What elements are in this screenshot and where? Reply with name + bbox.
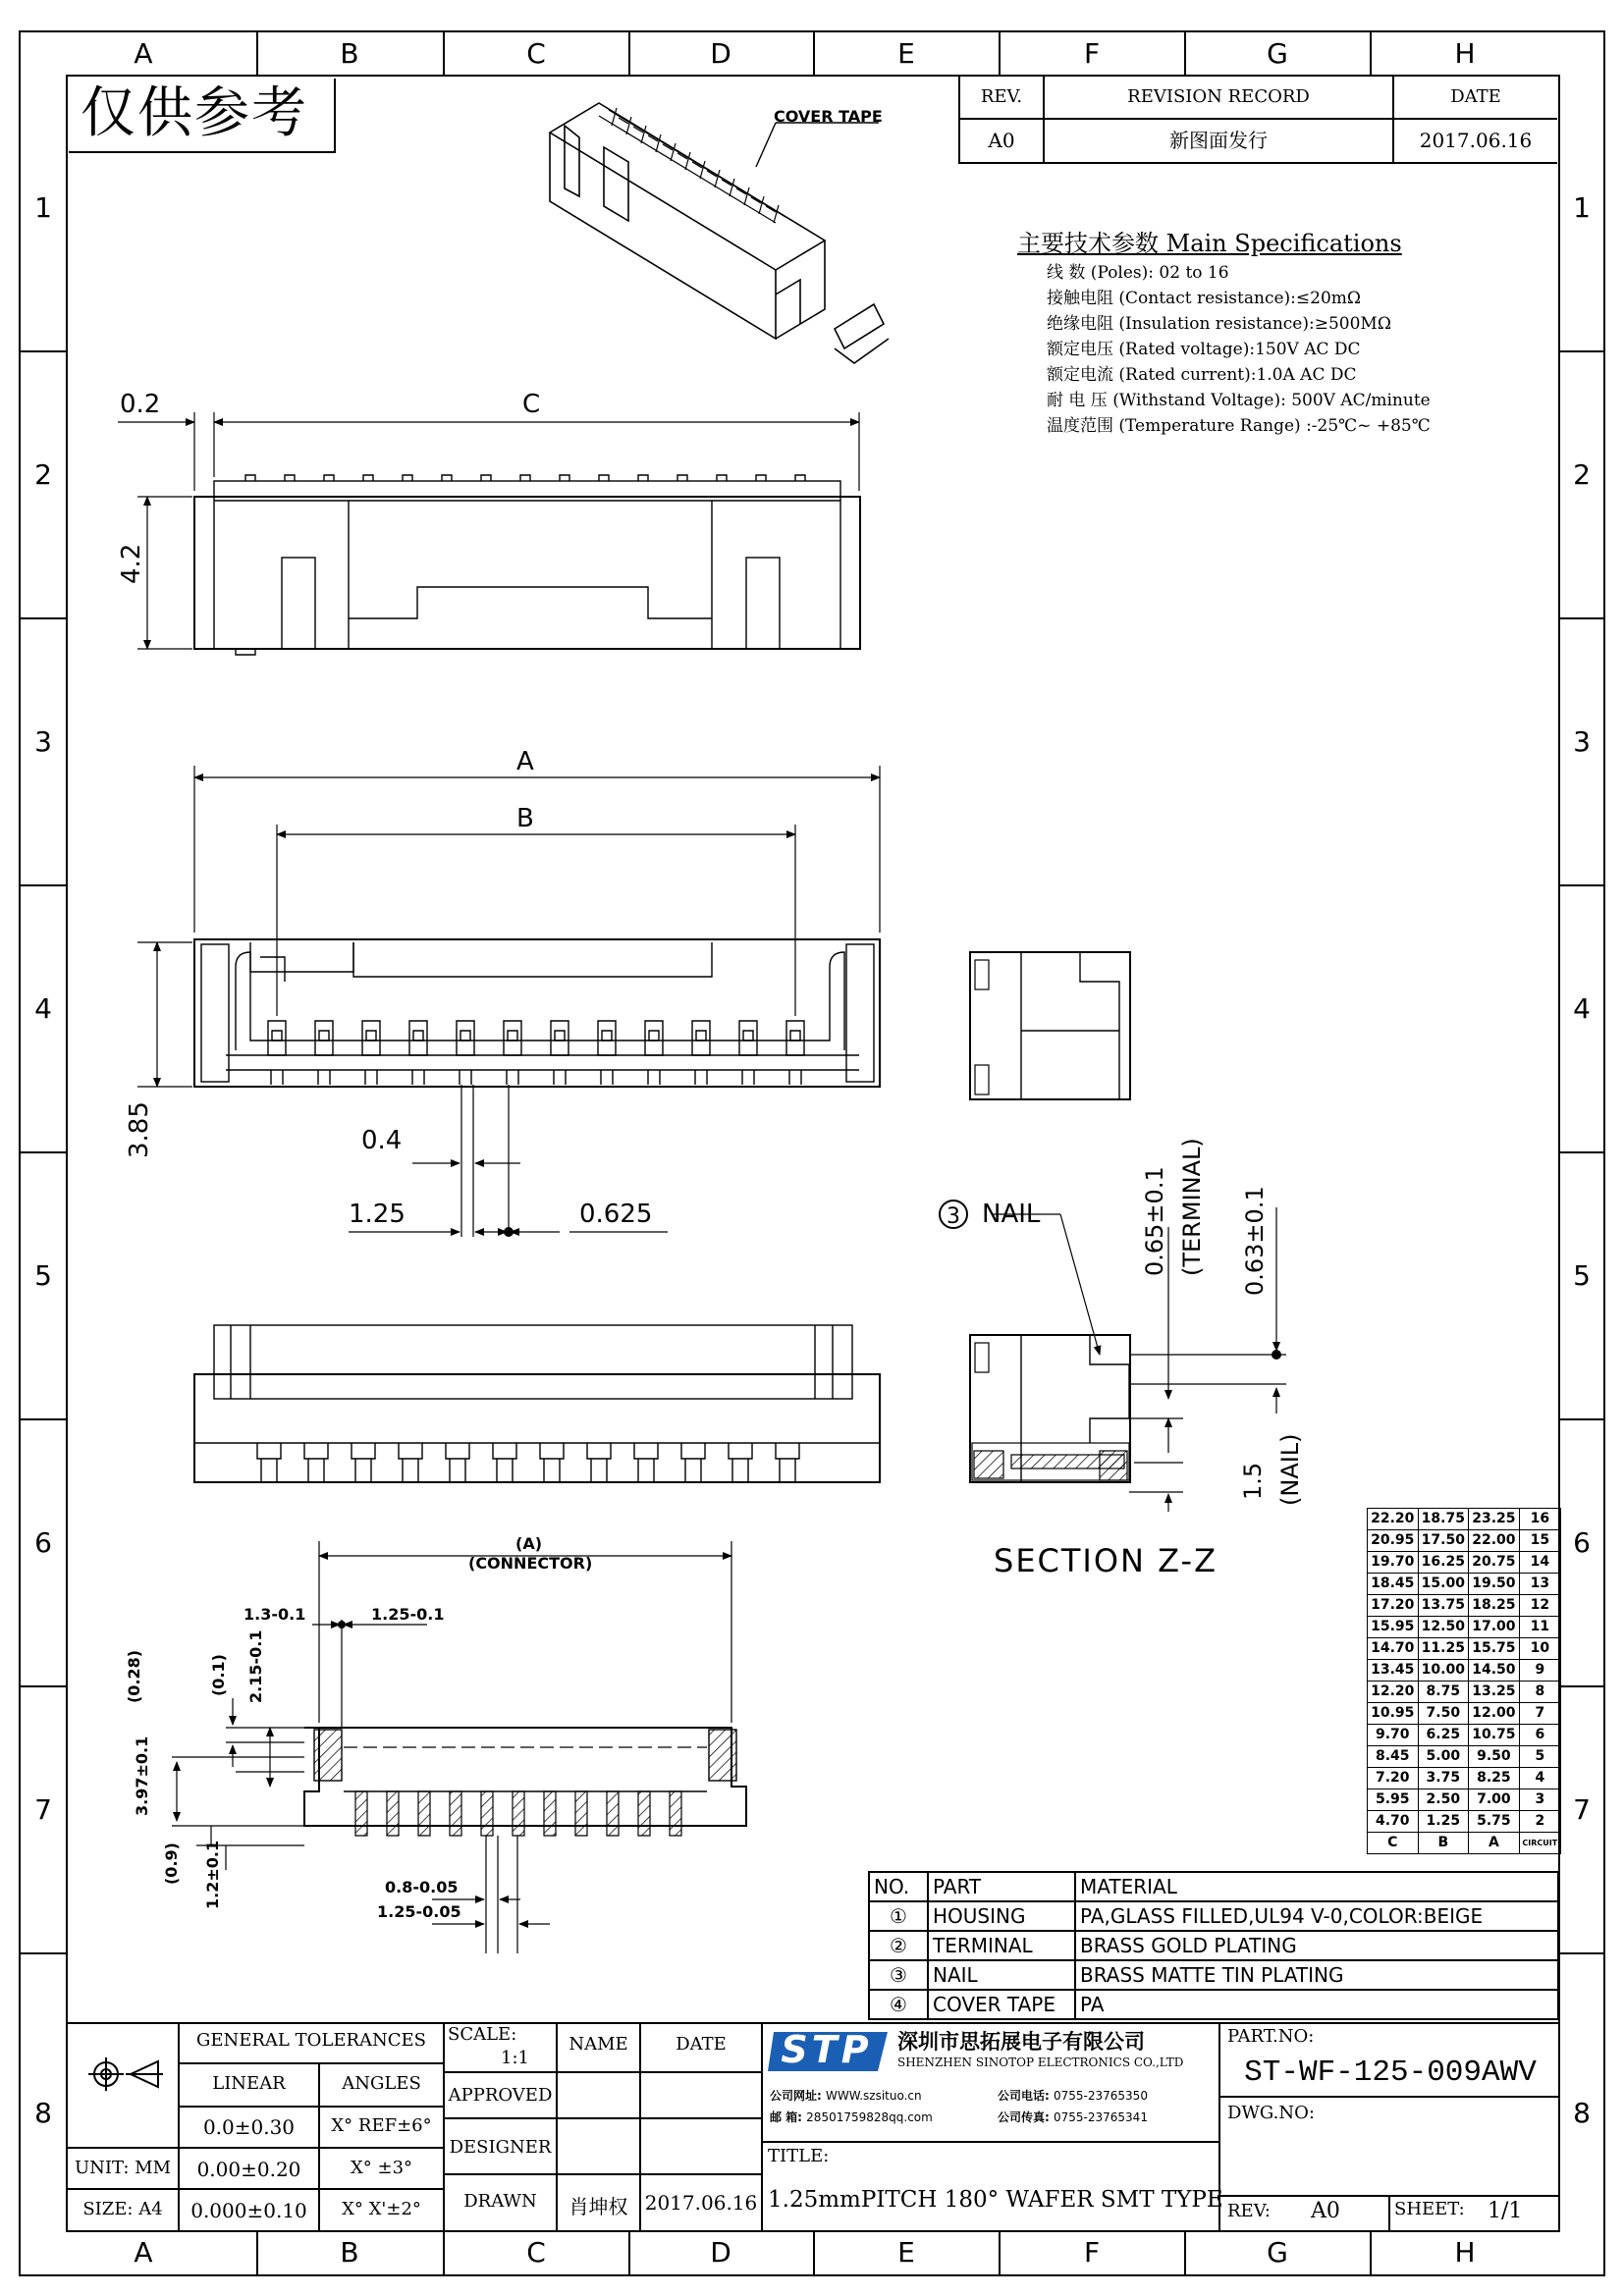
rev-value: A0 (1311, 2199, 1340, 2223)
row-label: 6 (34, 1526, 52, 1559)
circuit-cell: 7.50 (1418, 1703, 1469, 1725)
scale-label: SCALE: (448, 2024, 517, 2045)
dim-1.25c: 1.25-0.05 (377, 1902, 461, 1921)
circuit-cell: 10 (1519, 1638, 1560, 1660)
dim-3.85: 3.85 (125, 1101, 154, 1158)
dim-0.28: (0.28) (125, 1649, 143, 1703)
circuit-cell: 7.20 (1368, 1768, 1419, 1789)
dim-0.63: 0.63±0.1 (1241, 1186, 1269, 1296)
circuit-cell: 5 (1519, 1746, 1560, 1768)
spec-title: 主要技术参数 Main Specifications (1017, 230, 1402, 257)
mail-value: 28501759828qq.com (806, 2110, 933, 2124)
col-label: A (134, 2236, 153, 2269)
designer-label: DESIGNER (449, 2137, 552, 2158)
size-label: SIZE: A4 (82, 2199, 163, 2219)
company-tel (998, 2087, 1148, 2104)
circuit-cell: 15.95 (1368, 1617, 1419, 1638)
dim-c: C (522, 390, 541, 419)
circuit-cell: 18.75 (1418, 1509, 1469, 1530)
linear-label: LINEAR (212, 2073, 286, 2094)
mat-header-no: NO. (869, 1872, 928, 1901)
circuit-header-cell: CIRCUIT (1519, 1833, 1560, 1854)
approved-label: APPROVED (448, 2085, 553, 2106)
dim-1.2: 1.2±0.1 (203, 1840, 222, 1909)
circuit-cell: 9 (1519, 1660, 1560, 1682)
projection-symbol-icon (86, 2050, 165, 2099)
circuit-cell: 3.75 (1418, 1768, 1469, 1789)
unit-label: UNIT: MM (74, 2158, 172, 2178)
circuit-cell: 8.25 (1469, 1768, 1520, 1789)
circuit-cell: 22.00 (1469, 1530, 1520, 1552)
mat-header-part: PART (928, 1872, 1075, 1901)
dim-0.4: 0.4 (361, 1126, 403, 1155)
col-label: G (1267, 2236, 1288, 2269)
circuit-cell: 11 (1519, 1617, 1560, 1638)
col-label: A (134, 37, 153, 70)
circuit-cell: 18.45 (1368, 1574, 1419, 1595)
circuit-cell: 7.00 (1469, 1789, 1520, 1811)
circuit-cell: 18.25 (1469, 1595, 1520, 1617)
dim-0.2: 0.2 (120, 390, 161, 419)
company-mail (770, 2109, 933, 2125)
date-header: DATE (676, 2034, 727, 2055)
circuit-cell: 5.95 (1368, 1789, 1419, 1811)
circuit-header-cell: A (1469, 1833, 1520, 1854)
record-value: 新图面发行 (1045, 120, 1394, 162)
rev-label: REV: (1227, 2201, 1271, 2221)
circuit-cell: 7 (1519, 1703, 1560, 1725)
circuit-cell: 2 (1519, 1811, 1560, 1833)
circuit-cell: 11.25 (1418, 1638, 1469, 1660)
company-web (770, 2087, 922, 2104)
circuit-cell: 1.25 (1418, 1811, 1469, 1833)
company-name-en: SHENZHEN SINOTOP ELECTRONICS CO.,LTD (897, 2056, 1184, 2069)
circuit-cell: 15.75 (1469, 1638, 1520, 1660)
spec-line: 耐 电 压 (Withstand Voltage): 500V AC/minute (1047, 391, 1431, 410)
mat-part: NAIL (928, 1960, 1075, 1990)
row-label: 8 (34, 2097, 52, 2129)
date-value: 2017.06.16 (1419, 129, 1533, 152)
circuit-header-cell: C (1368, 1833, 1419, 1854)
angle-tolerance-2: X° ±3° (350, 2158, 413, 2178)
circuit-cell: 9.70 (1368, 1725, 1419, 1746)
circuit-cell: 2.50 (1418, 1789, 1469, 1811)
terminal-label: (TERMINAL) (1178, 1138, 1206, 1276)
company-logo (768, 2026, 893, 2077)
circuit-cell: 17.00 (1469, 1617, 1520, 1638)
row-label: 6 (1573, 1526, 1591, 1559)
circuit-cell: 4.70 (1368, 1811, 1419, 1833)
dim-0.1: (0.1) (209, 1654, 228, 1696)
row-label: 2 (1573, 458, 1591, 491)
drawing-title: 1.25mmPITCH 180° WAFER SMT TYPE (768, 2187, 1223, 2213)
tolerance-3: 0.000±0.10 (190, 2199, 307, 2222)
row-label: 2 (34, 458, 52, 491)
circuit-cell: 6.25 (1418, 1725, 1469, 1746)
spec-line: 温度范围 (Temperature Range) :-25℃~ +85℃ (1047, 416, 1431, 436)
circuit-cell: 3 (1519, 1789, 1560, 1811)
circuit-cell: 15.00 (1418, 1574, 1469, 1595)
logo-text: STP (781, 2028, 873, 2071)
sheet-label: SHEET: (1394, 2199, 1465, 2219)
col-label: H (1454, 2236, 1476, 2269)
mat-part: TERMINAL (928, 1931, 1075, 1960)
web-label: 公司网址: (770, 2089, 822, 2103)
general-tolerances: GENERAL TOLERANCES (195, 2030, 427, 2051)
mat-header-material: MATERIAL (1075, 1872, 1558, 1901)
col-label: F (1083, 2236, 1101, 2269)
dim-1.25b: 1.25-0.1 (371, 1605, 445, 1624)
col-label: G (1267, 37, 1288, 70)
mat-material: BRASS GOLD PLATING (1075, 1931, 1558, 1960)
date-header: DATE (1394, 76, 1557, 120)
circuit-cell: 5.75 (1469, 1811, 1520, 1833)
dim-0.9: (0.9) (162, 1842, 181, 1885)
row-label: 8 (1573, 2097, 1591, 2129)
spec-line: 额定电压 (Rated voltage):150V AC DC (1047, 340, 1361, 359)
mat-no: ② (869, 1931, 928, 1960)
circuit-cell: 16 (1519, 1509, 1560, 1530)
circuit-cell: 19.50 (1469, 1574, 1520, 1595)
circuit-cell: 9.50 (1469, 1746, 1520, 1768)
connector-label: (CONNECTOR) (468, 1554, 593, 1573)
row-label: 1 (1573, 191, 1591, 224)
tel-value: 0755-23765350 (1054, 2089, 1148, 2103)
circuit-cell: 12.50 (1418, 1617, 1469, 1638)
circuit-cell: 17.20 (1368, 1595, 1419, 1617)
circuit-cell: 20.95 (1368, 1530, 1419, 1552)
col-label: C (526, 37, 546, 70)
dim-0.65: 0.65±0.1 (1141, 1166, 1168, 1276)
dim-a: A (516, 747, 534, 776)
tel-label: 公司电话: (998, 2089, 1050, 2103)
part-no-label: PART.NO: (1227, 2026, 1315, 2047)
col-label: E (897, 2236, 915, 2269)
sheet-value: 1/1 (1488, 2199, 1523, 2223)
mail-label: 邮 箱: (770, 2110, 802, 2124)
company-fax (998, 2109, 1148, 2125)
mat-part: HOUSING (928, 1901, 1075, 1931)
circuit-cell: 20.75 (1469, 1552, 1520, 1574)
angle-tolerance-1: X° REF±6° (331, 2115, 432, 2136)
spec-line: 接触电阻 (Contact resistance):≤20mΩ (1047, 289, 1361, 308)
angle-tolerance-3: X° X'±2° (342, 2199, 421, 2219)
circuit-cell: 8 (1519, 1682, 1560, 1703)
company-name-cn: 深圳市思拓展电子有限公司 (897, 2029, 1145, 2054)
row-label: 4 (1573, 992, 1591, 1025)
circuit-cell: 14 (1519, 1552, 1560, 1574)
col-label: H (1454, 37, 1476, 70)
col-label: E (897, 37, 915, 70)
dim-3.97: 3.97±0.1 (133, 1735, 151, 1816)
fax-label: 公司传真: (998, 2110, 1050, 2124)
circuit-cell: 10.75 (1469, 1725, 1520, 1746)
circuit-cell: 23.25 (1469, 1509, 1520, 1530)
spec-line: 额定电流 (Rated current):1.0A AC DC (1047, 365, 1357, 385)
circuit-cell: 19.70 (1368, 1552, 1419, 1574)
rev-header: REV. (960, 76, 1045, 120)
web-value: WWW.szsituo.cn (826, 2089, 922, 2103)
circuit-cell: 13.75 (1418, 1595, 1469, 1617)
circuit-cell: 14.50 (1469, 1660, 1520, 1682)
mat-no: ④ (869, 1990, 928, 2019)
circuit-cell: 10.95 (1368, 1703, 1419, 1725)
section-label: SECTION Z-Z (994, 1542, 1218, 1579)
col-label: D (710, 2236, 731, 2269)
nail-dim-label: (NAIL) (1276, 1433, 1304, 1506)
row-label: 4 (34, 992, 52, 1025)
circuit-cell: 6 (1519, 1725, 1560, 1746)
drawn-date: 2017.06.16 (644, 2191, 758, 2215)
circuit-cell: 13 (1519, 1574, 1560, 1595)
dim-2.15: 2.15-0.1 (246, 1629, 265, 1703)
mat-material: PA (1075, 1990, 1558, 2019)
mat-material: PA,GLASS FILLED,UL94 V-0,COLOR:BEIGE (1075, 1901, 1558, 1931)
row-label: 7 (34, 1793, 52, 1826)
row-label: 7 (1573, 1793, 1591, 1826)
circuit-cell: 12.20 (1368, 1682, 1419, 1703)
row-label: 1 (34, 191, 52, 224)
nail-label: NAIL (982, 1200, 1041, 1229)
drawn-name: 肖坤权 (568, 2195, 628, 2218)
part-number: ST-WF-125-009AWV (1244, 2056, 1537, 2090)
angles-label: ANGLES (342, 2073, 421, 2094)
scale-value: 1:1 (501, 2048, 529, 2068)
row-label: 3 (34, 725, 52, 758)
drawn-label: DRAWN (463, 2191, 537, 2212)
circuit-cell: 10.00 (1418, 1660, 1469, 1682)
record-header: REVISION RECORD (1045, 76, 1394, 120)
nail-number: 3 (947, 1204, 960, 1229)
stamp-text: 仅供参考 (81, 81, 308, 145)
mat-no: ③ (869, 1960, 928, 1990)
circuit-cell: 4 (1519, 1768, 1560, 1789)
title-label: TITLE: (768, 2146, 830, 2166)
circuit-cell: 22.20 (1368, 1509, 1419, 1530)
circuit-header-cell: B (1418, 1833, 1469, 1854)
dwg-no-label: DWG.NO: (1227, 2103, 1315, 2123)
mat-no: ① (869, 1901, 928, 1931)
mat-material: BRASS MATTE TIN PLATING (1075, 1960, 1558, 1990)
circuit-cell: 13.45 (1368, 1660, 1419, 1682)
circuit-cell: 13.25 (1469, 1682, 1520, 1703)
dim-b: B (516, 804, 534, 833)
circuit-cell: 17.50 (1418, 1530, 1469, 1552)
col-label: B (340, 2236, 359, 2269)
circuit-cell: 8.75 (1418, 1682, 1469, 1703)
circuit-cell: 12.00 (1469, 1703, 1520, 1725)
circuit-cell: 15 (1519, 1530, 1560, 1552)
rev-value: A0 (960, 120, 1045, 162)
row-label: 5 (34, 1259, 52, 1292)
fax-value: 0755-23765341 (1054, 2110, 1148, 2124)
col-label: B (340, 37, 359, 70)
tolerance-1: 0.0±0.30 (202, 2115, 296, 2139)
row-label: 3 (1573, 725, 1591, 758)
dim-4.2: 4.2 (117, 543, 146, 584)
dim-0.8: 0.8-0.05 (385, 1878, 459, 1896)
circuit-cell: 16.25 (1418, 1552, 1469, 1574)
cover-tape-label: COVER TAPE (774, 107, 883, 126)
circuit-cell: 12 (1519, 1595, 1560, 1617)
row-label: 5 (1573, 1259, 1591, 1292)
dim-0.625: 0.625 (579, 1200, 653, 1229)
dim-1.25: 1.25 (349, 1200, 406, 1229)
connector-a-label: (A) (515, 1534, 543, 1553)
spec-line: 绝缘电阻 (Insulation resistance):≥500MΩ (1047, 314, 1391, 334)
dim-1.5: 1.5 (1239, 1462, 1267, 1500)
dim-1.3: 1.3-0.1 (244, 1605, 306, 1624)
circuit-cell: 8.45 (1368, 1746, 1419, 1768)
spec-line: 线 数 (Poles): 02 to 16 (1047, 263, 1229, 283)
col-label: D (710, 37, 731, 70)
mat-part: COVER TAPE (928, 1990, 1075, 2019)
name-header: NAME (568, 2034, 628, 2055)
circuit-cell: 14.70 (1368, 1638, 1419, 1660)
col-label: C (526, 2236, 546, 2269)
tolerance-2: 0.00±0.20 (196, 2158, 301, 2181)
col-label: F (1083, 37, 1101, 70)
circuit-cell: 5.00 (1418, 1746, 1469, 1768)
